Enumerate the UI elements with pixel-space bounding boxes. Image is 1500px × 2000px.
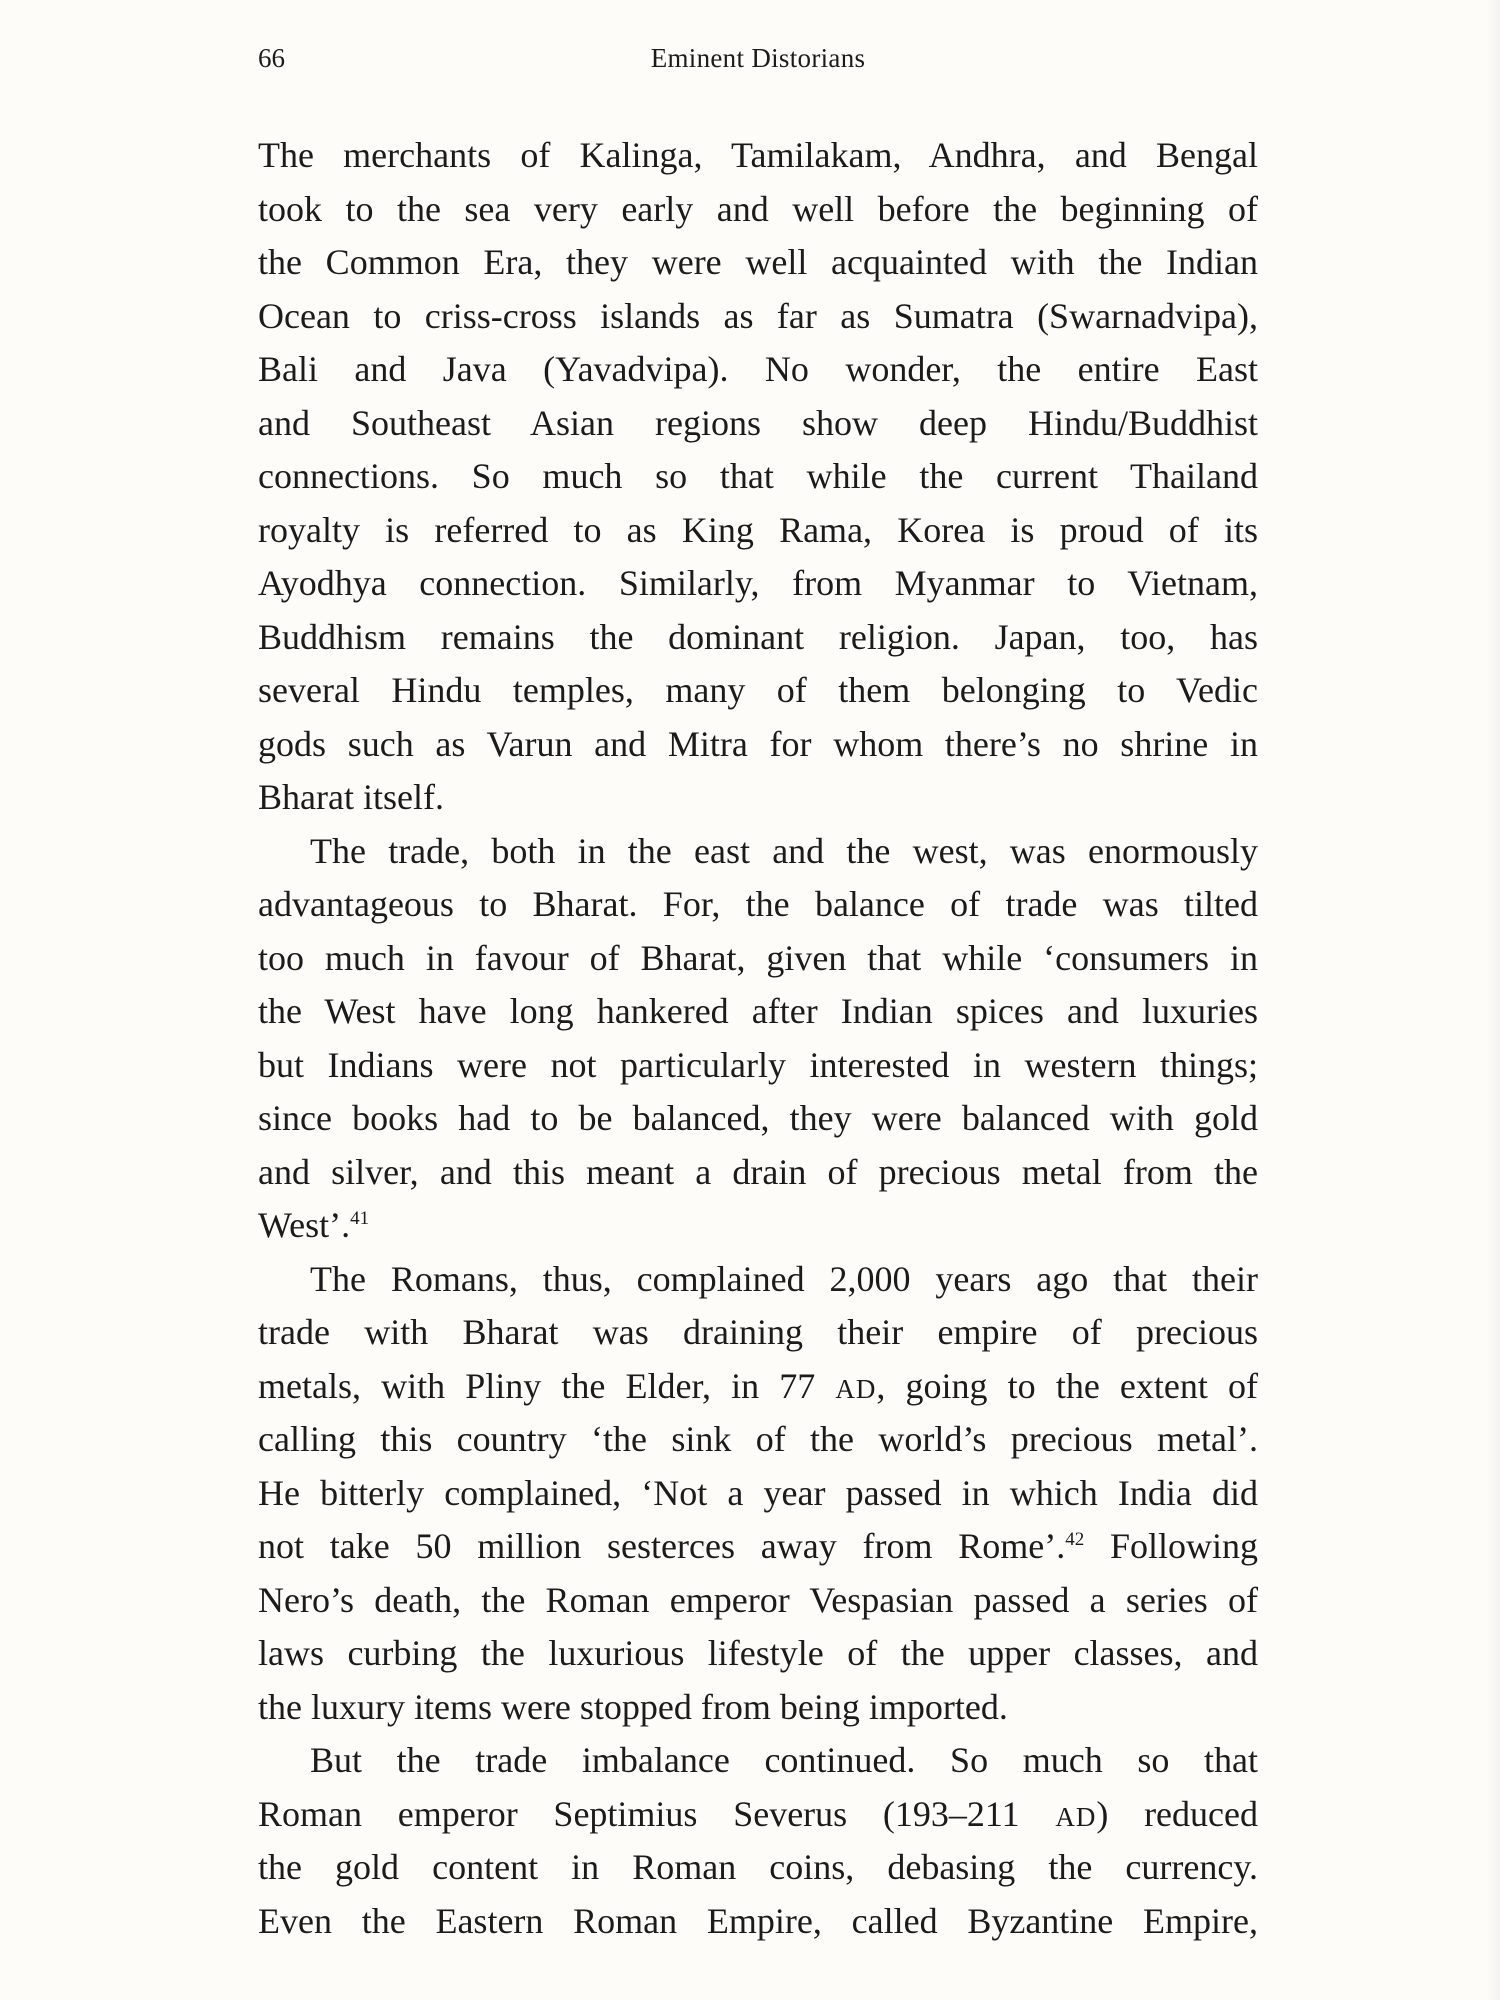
text-line: royalty is referred to as King Rama, Korea is proud of its	[258, 509, 1258, 550]
text-line	[258, 1788, 1258, 1842]
era-abbreviation: AD	[1055, 1801, 1097, 1832]
text-line: connections. So much so that while the current Thailand	[258, 456, 1258, 496]
text-segment: Following	[1084, 1526, 1258, 1566]
text-segment: not take 50 million sesterces away from Rome’.	[258, 1526, 1066, 1566]
text-segment: West’.	[258, 1205, 351, 1245]
text-line: Even the Eastern Roman Empire, called Byzantine Empire,	[258, 1900, 1258, 1941]
footnote-marker[interactable]: 42	[1065, 1529, 1085, 1550]
text-segment: metals, with Pliny the Elder, in 77	[258, 1365, 836, 1406]
text-line: Bharat itself.	[258, 777, 444, 817]
text-line: several Hindu temples, many of them belonging to Vedic	[258, 670, 1258, 710]
text-line: The Romans, thus, complained 2,000 years ago that their	[310, 1258, 1258, 1299]
text-line: Buddhism remains the dominant religion. Japan, too, has	[258, 616, 1258, 657]
text-line: He bitterly complained, ‘Not a year passed in which India did	[258, 1472, 1258, 1513]
page-number: 66	[258, 43, 285, 73]
footnote-marker[interactable]: 41	[350, 1208, 370, 1229]
text-line: Ayodhya connection. Similarly, from Myanmar to Vietnam,	[258, 563, 1258, 603]
era-abbreviation: AD	[835, 1373, 877, 1404]
text-line: and Southeast Asian regions show deep Hindu/Buddhist	[258, 402, 1258, 443]
text-line	[258, 1360, 1258, 1414]
book-title: Eminent Distorians	[650, 43, 866, 73]
text-line: since books had to be balanced, they were balanced with gold	[258, 1098, 1258, 1138]
text-line: Bali and Java (Yavadvipa). No wonder, the entire East	[258, 349, 1258, 389]
text-line: The merchants of Kalinga, Tamilakam, Andhra, and Bengal	[258, 135, 1258, 175]
text-line: the Common Era, they were well acquainted with the Indian	[258, 242, 1258, 282]
body-text	[258, 129, 1258, 1948]
text-line: advantageous to Bharat. For, the balance of trade was tilted	[258, 884, 1258, 924]
paragraph-2	[258, 825, 1258, 1253]
text-line: took to the sea very early and well before the beginning of	[258, 188, 1258, 229]
text-segment: Roman emperor Septimius Severus (193–211	[258, 1793, 1056, 1834]
paragraph-3	[258, 1253, 1258, 1735]
text-line: gods such as Varun and Mitra for whom there’s no shrine in	[258, 723, 1258, 764]
text-line	[258, 1520, 1258, 1574]
text-line: trade with Bharat was draining their empire of precious	[258, 1312, 1258, 1352]
text-line: Nero’s death, the Roman emperor Vespasian passed a series of	[258, 1579, 1258, 1620]
running-head	[258, 36, 1258, 80]
paragraph-4	[258, 1734, 1258, 1948]
text-line: and silver, and this meant a drain of precious metal from the	[258, 1151, 1258, 1192]
text-line: calling this country ‘the sink of the world’s precious metal’.	[258, 1419, 1258, 1459]
text-segment: , going to the extent of	[876, 1365, 1259, 1406]
text-line: the gold content in Roman coins, debasing the currency.	[258, 1847, 1258, 1887]
text-line: laws curbing the luxurious lifestyle of the upper classes, and	[258, 1633, 1258, 1673]
text-line: too much in favour of Bharat, given that while ‘consumers in	[258, 937, 1258, 978]
text-segment: ) reduced	[1096, 1793, 1258, 1834]
text-line	[258, 1199, 1258, 1253]
text-line: the luxury items were stopped from being imported.	[258, 1686, 1008, 1727]
paragraph-1	[258, 129, 1258, 825]
text-line: but Indians were not particularly interested in western things;	[258, 1044, 1258, 1085]
text-line: the West have long hankered after Indian spices and luxuries	[258, 991, 1258, 1031]
text-line: The trade, both in the east and the west, was enormously	[310, 830, 1258, 871]
scan-edge-shadow	[1486, 0, 1500, 2000]
text-line: Ocean to criss-cross islands as far as Sumatra (Swarnadvipa),	[258, 295, 1258, 336]
text-line: But the trade imbalance continued. So much so that	[310, 1740, 1258, 1780]
